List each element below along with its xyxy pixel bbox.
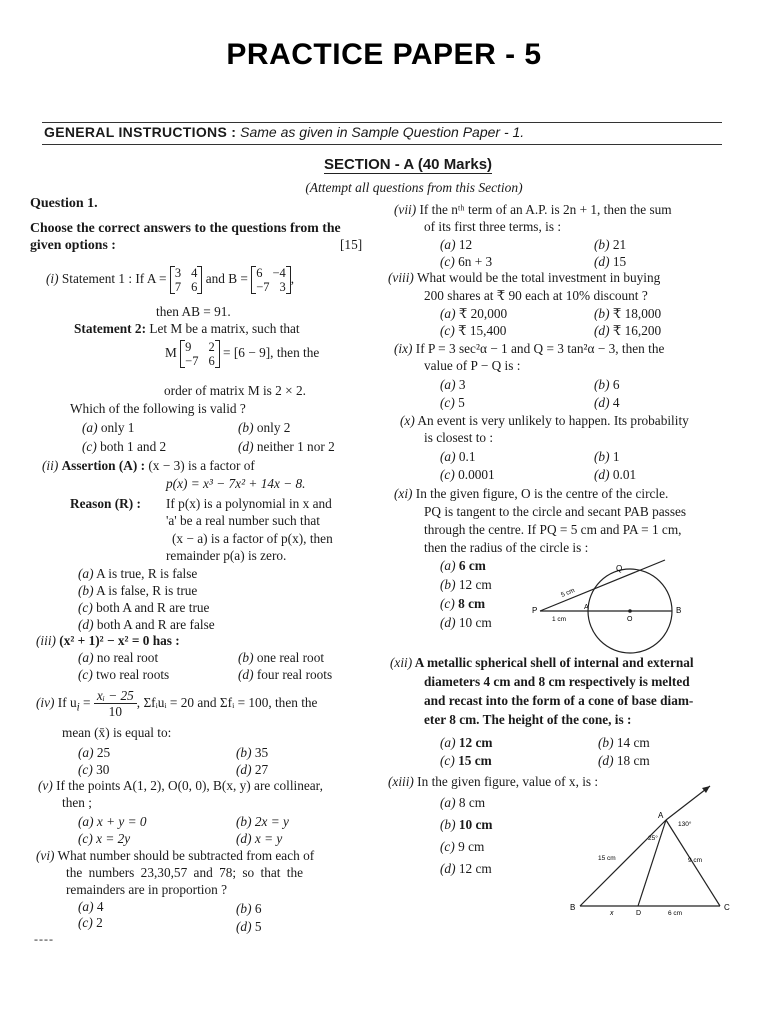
- triangle-figure: [560, 784, 750, 920]
- intro-line-2: given options :: [30, 237, 116, 252]
- q1-order: order of matrix M is 2 × 2.: [164, 383, 306, 398]
- q2-reason-label: Reason (R) :: [70, 496, 141, 511]
- q6-option-b: (b) 6: [236, 901, 262, 916]
- instructions-text: Same as given in Sample Question Paper - 1.: [240, 124, 525, 140]
- q11-line-4: then the radius of the circle is :: [424, 540, 589, 555]
- q6-line-1: (vi) What number should be subtracted from each of: [36, 848, 315, 863]
- q1-statement-2: Statement 2: Let M be a matrix, such that: [74, 321, 300, 336]
- q11-line-3: through the centre. If PQ = 5 cm and PA = 1 cm,: [424, 522, 682, 537]
- q11-option-a: (a) 6 cm: [440, 558, 486, 573]
- label-pa: 1 cm: [552, 616, 567, 623]
- q8-option-d: (d) ₹ 16,200: [594, 323, 662, 338]
- bottom-rule: [42, 144, 722, 145]
- q1-statement-1: (i) Statement 1 : If A = 3 4 7 6 and B = 6 −4 −7 3 ,: [46, 265, 295, 294]
- q4-fraction: $\frac{\text{xᵢ − 25}}{10}$: [94, 688, 137, 719]
- q13-line-1: (xiii) In the given figure, value of x, is :: [388, 774, 599, 789]
- q12-line-3: and recast into the form of a cone of base diam-: [424, 693, 694, 708]
- q7-line-1: (vii) If the nᵗʰ term of an A.P. is 2n + 1, then the sum: [394, 202, 672, 217]
- q12-line-2: diameters 4 cm and 8 cm respectively is melted: [424, 674, 690, 689]
- q11-option-b: (b) 12 cm: [440, 577, 492, 592]
- q5-option-d: (d) x = y: [236, 831, 283, 846]
- instructions-label: GENERAL INSTRUCTIONS :: [44, 124, 237, 140]
- label-ab: 15 cm: [598, 855, 616, 862]
- q10-line-2: is closest to :: [424, 430, 494, 445]
- q8-option-a: (a) ₹ 20,000: [440, 306, 508, 321]
- q3-option-c: (c) two real roots: [78, 667, 170, 682]
- q4-option-c: (c) 30: [78, 762, 110, 777]
- label-pq: 5 cm: [560, 587, 576, 599]
- q1-which: Which of the following is valid ?: [70, 401, 246, 416]
- q2-assertion: (ii) Assertion (A) : (x − 3) is a factor of: [42, 458, 255, 473]
- q7-option-c: (c) 6n + 3: [440, 254, 493, 269]
- q4-option-d: (d) 27: [236, 762, 269, 777]
- q2-option-c: (c) both A and R are true: [78, 600, 210, 615]
- q3-option-a: (a) no real root: [78, 650, 159, 665]
- q1-option-d: (d) neither 1 nor 2: [238, 439, 335, 454]
- q6-line-2: the numbers 23,30,57 and 78; so that the: [66, 865, 304, 880]
- q2-option-d: (d) both A and R are false: [78, 617, 215, 632]
- q10-option-a: (a) 0.1: [440, 449, 476, 464]
- q5-option-b: (b) 2x = y: [236, 814, 289, 829]
- q3-option-b: (b) one real root: [238, 650, 325, 665]
- tangent-pq: [540, 560, 665, 611]
- section-note: (Attempt all questions from this Section): [305, 180, 523, 195]
- label-a: A: [658, 811, 664, 820]
- q2-polynomial: p(x) = x³ − 7x² + 14x − 8.: [166, 476, 306, 491]
- q1-option-b: (b) only 2: [238, 420, 291, 435]
- q11-option-c: (c) 8 cm: [440, 596, 486, 611]
- q11-line-2: PQ is tangent to the circle and secant PAB passes: [424, 504, 687, 519]
- q12-option-a: (a) 12 cm: [440, 735, 493, 750]
- q6-option-d: (d) 5: [236, 919, 262, 934]
- q6-line-3: remainders are in proportion ?: [66, 882, 227, 897]
- q11-option-d: (d) 10 cm: [440, 615, 492, 630]
- circle-tangent-figure: [530, 555, 700, 655]
- footer-dashes: ----: [34, 932, 54, 946]
- label-c: C: [724, 903, 730, 912]
- matrix-b: 6 −4 −7 3: [251, 266, 291, 294]
- top-rule: [42, 122, 722, 123]
- q1-option-c: (c) both 1 and 2: [82, 439, 167, 454]
- q2-option-b: (b) A is false, R is true: [78, 583, 198, 598]
- q3-option-d: (d) four real roots: [238, 667, 333, 682]
- label-q: Q: [616, 564, 623, 573]
- label-o: O: [627, 616, 633, 623]
- extended-ba: [666, 786, 710, 820]
- page-title: PRACTICE PAPER - 5: [226, 38, 542, 71]
- q8-line-2: 200 shares at ₹ 90 each at 10% discount ?: [424, 288, 648, 303]
- label-angle-130: 130°: [678, 821, 692, 828]
- q4-question: (iv) If $u_i$ = $\frac{\text{xᵢ − 25}}{10}$ , Σfᵢuᵢ = 20 and Σfᵢ = 100, then the: [36, 688, 318, 720]
- q2-reason-3: (x − a) is a factor of p(x), then: [172, 531, 333, 546]
- q12-option-c: (c) 15 cm: [440, 753, 492, 768]
- q4-mean: mean (x̄) is equal to:: [62, 725, 172, 740]
- q9-option-b: (b) 6: [594, 377, 620, 392]
- q2-reason-4: remainder p(a) is zero.: [166, 548, 287, 563]
- label-ac: 9 cm: [688, 857, 703, 864]
- q5-option-a: (a) x + y = 0: [78, 814, 147, 829]
- q13-option-d: (d) 12 cm: [440, 861, 492, 876]
- q12-line-4: eter 8 cm. The height of the cone, is :: [424, 712, 632, 727]
- q1-matrix-m-line: M 9 2 −7 6 = [6 − 9], then the: [165, 339, 320, 368]
- q2-reason-1: If p(x) is a polynomial in x and: [166, 496, 332, 511]
- q1-then: then AB = 91.: [156, 304, 231, 319]
- centre-point: [628, 609, 632, 613]
- label-x: x: [610, 910, 614, 917]
- side-ab: [580, 820, 666, 906]
- q7-option-d: (d) 15: [594, 254, 627, 269]
- q12-line-1: (xii) A metallic spherical shell of internal and external: [390, 655, 694, 670]
- label-angle-25: 25°: [648, 835, 658, 842]
- q9-option-a: (a) 3: [440, 377, 466, 392]
- q11-line-1: (xi) In the given figure, O is the centre of the circle.: [394, 486, 669, 501]
- q9-line-1: (ix) If P = 3 sec²α − 1 and Q = 3 tan²α − 3, then the: [394, 341, 665, 356]
- q5-option-c: (c) x = 2y: [78, 831, 131, 846]
- marks: [15]: [340, 237, 363, 252]
- q13-option-a: (a) 8 cm: [440, 795, 486, 810]
- section-heading: SECTION - A (40 Marks): [323, 156, 493, 173]
- q7-line-2: of its first three terms, is :: [424, 219, 562, 234]
- q10-option-b: (b) 1: [594, 449, 620, 464]
- label-b: B: [570, 903, 576, 912]
- matrix-m: 9 2 −7 6: [180, 340, 220, 368]
- q7-option-a: (a) 12: [440, 237, 473, 252]
- q1-option-a: (a) only 1: [82, 420, 135, 435]
- q5-line-2: then ;: [62, 795, 92, 810]
- q8-line-1: (viii) What would be the total investment in buying: [388, 270, 661, 285]
- q5-line-1: (v) If the points A(1, 2), O(0, 0), B(x, y) are collinear,: [38, 778, 323, 793]
- q12-option-b: (b) 14 cm: [598, 735, 650, 750]
- label-dc: 6 cm: [668, 910, 683, 917]
- q2-reason-2: 'a' be a real number such that: [166, 513, 320, 528]
- q2-option-a: (a) A is true, R is false: [78, 566, 198, 581]
- q6-option-c: (c) 2: [78, 915, 103, 930]
- q7-option-b: (b) 21: [594, 237, 627, 252]
- q9-line-2: value of P − Q is :: [424, 358, 521, 373]
- q9-option-c: (c) 5: [440, 395, 465, 410]
- q13-option-b: (b) 10 cm: [440, 817, 493, 832]
- q4-option-a: (a) 25: [78, 745, 111, 760]
- label-a: A: [584, 604, 589, 611]
- q3-question: (iii) (x² + 1)² − x² = 0 has :: [36, 633, 180, 648]
- label-b: B: [676, 606, 682, 615]
- q13-option-c: (c) 9 cm: [440, 839, 485, 854]
- q12-option-d: (d) 18 cm: [598, 753, 650, 768]
- q8-option-c: (c) ₹ 15,400: [440, 323, 507, 338]
- q8-option-b: (b) ₹ 18,000: [594, 306, 662, 321]
- general-instructions: [44, 124, 524, 140]
- q6-option-a: (a) 4: [78, 899, 104, 914]
- q10-line-1: (x) An event is very unlikely to happen. Its probability: [400, 413, 689, 428]
- question-heading: Question 1.: [30, 196, 98, 211]
- label-d: D: [636, 910, 642, 917]
- q9-option-d: (d) 4: [594, 395, 620, 410]
- bisector-ad: [638, 820, 666, 906]
- q10-option-d: (d) 0.01: [594, 467, 637, 482]
- intro-line-1: Choose the correct answers to the questions from the: [30, 220, 341, 235]
- matrix-a: 3 4 7 6: [170, 266, 203, 294]
- q4-option-b: (b) 35: [236, 745, 269, 760]
- label-p: P: [532, 606, 538, 615]
- q10-option-c: (c) 0.0001: [440, 467, 495, 482]
